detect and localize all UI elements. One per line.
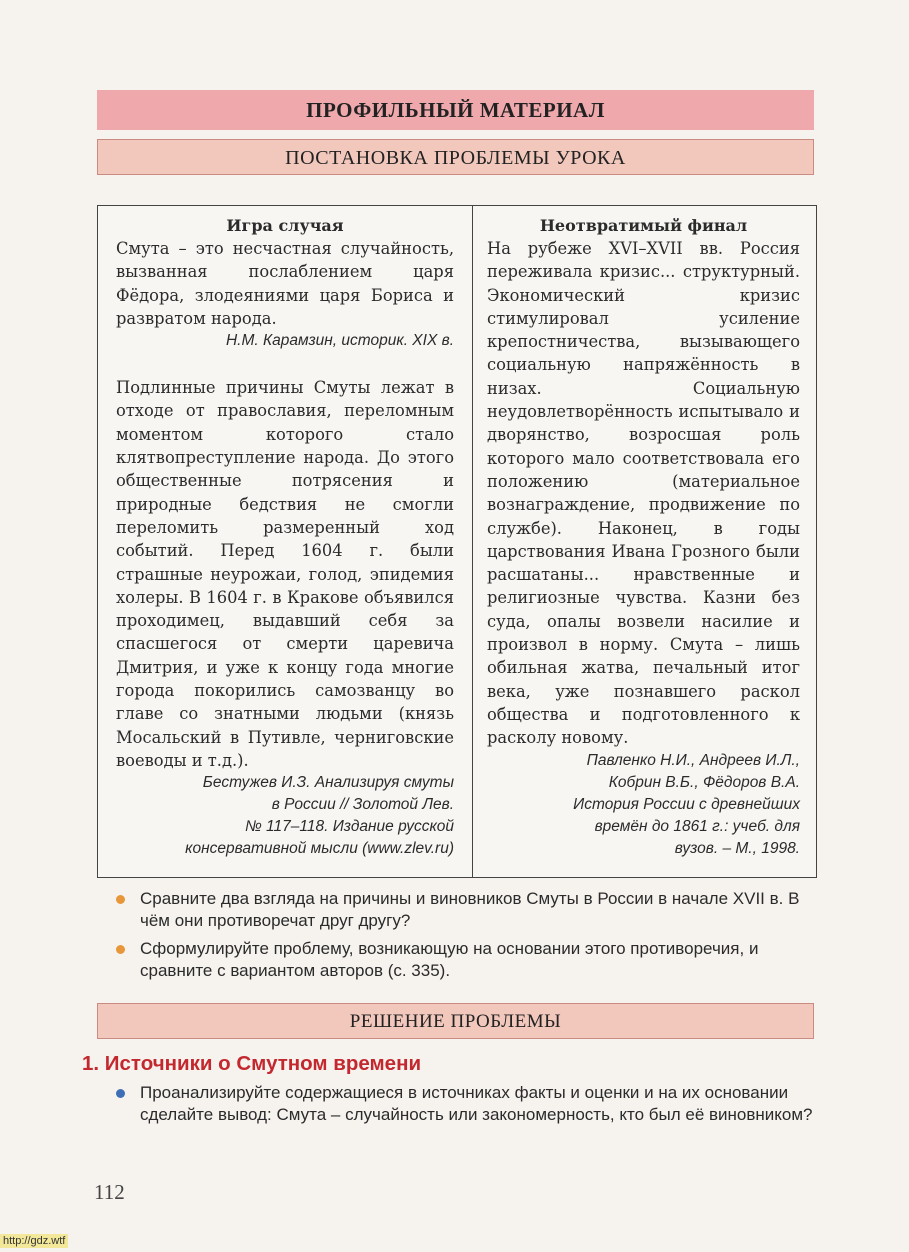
bestuzhev-quote: Подлинные причины Смуты лежат в отходе от православия, переломным моментом которого стало клятвопреступление народа. До этого общественные потрясения и природные бедствия не смогли переломить размеренный ход событий. Перед 1604 г. были страшные неурожаи, голод, эпидемия холеры. В 1604 г. в Кракове объявился проходимец, выдавший себя за спасшегося от смерти царевича Дмитрия, и уже к концу года многие города покорились самозванцу во главе со знатными людьми (князь Мосальский в Путивле, черниговские воеводы и т.д.).: [116, 378, 454, 770]
problem-solving-band: РЕШЕНИЕ ПРОБЛЕМЫ: [97, 1003, 814, 1039]
orange-bullet-icon: [116, 895, 125, 904]
bestuzhev-citation-4: консервативной мысли (www.zlev.ru): [185, 840, 454, 858]
pavlenko-citation-4: времён до 1861 г.: учеб. для: [594, 817, 800, 835]
right-column: [473, 206, 816, 877]
question-item: [112, 888, 817, 932]
problem-statement-band: ПОСТАНОВКА ПРОБЛЕМЫ УРОКА: [97, 139, 814, 175]
bestuzhev-citation-2: в России // Золотой Лев.: [271, 796, 454, 814]
question-text: Сформулируйте проблему, возникающую на основании этого противоречия, и сравните с вариантом авторов (с. 335).: [140, 939, 759, 980]
watermark-link[interactable]: http://gdz.wtf: [0, 1234, 68, 1248]
sources-table: [97, 205, 817, 878]
task-text: Проанализируйте содержащиеся в источниках факты и оценки и на их основании сделайте вывод: Смута – случайность или закономерность, кто был её виновником?: [140, 1083, 813, 1124]
task-item: [112, 1082, 817, 1132]
pavlenko-quote: На рубеже XVI–XVII вв. Россия переживала кризис... структурный. Экономический кризис стимулировал усиление крепостничества, вызывающего социальную напряжённость в низах. Социальную неудовлетворённость испытывало и дворянство, возросшая роль которого мало соответствовала его положению (материальное вознаграждение, продвижение по службе). Наконец, в годы царствования Ивана Грозного были расшатаны... нравственные и религиозные чувства. Казни без суда, опалы возвели насилие и произвол в норму. Смута – лишь обильная жатва, печальный итог века, уже познавшего раскол общества и подготовленного к расколу новому.: [487, 239, 800, 748]
blue-bullet-icon: [116, 1089, 125, 1098]
orange-bullet-icon: [116, 945, 125, 954]
pavlenko-citation-3: История России с древнейших: [573, 795, 800, 813]
pavlenko-citation-1: Павленко Н.И., Андреев И.Л.,: [586, 751, 800, 769]
pavlenko-citation-5: вузов. – М., 1998.: [674, 839, 800, 857]
page-number: 112: [94, 1180, 125, 1204]
bestuzhev-citation-1: Бестужев И.З. Анализируя смуты: [202, 774, 454, 792]
profile-material-band: ПРОФИЛЬНЫЙ МАТЕРИАЛ: [97, 90, 814, 130]
question-text: Сравните два взгляда на причины и виновников Смуты в России в начале XVII в. В чём они противоречат друг другу?: [140, 889, 800, 930]
left-column: [98, 206, 473, 877]
section-heading: 1. Источники о Смутном времени: [82, 1052, 422, 1075]
right-column-title: Неотвратимый финал: [539, 216, 748, 235]
karamzin-citation: Н.М. Карамзин, историк. XIX в.: [225, 332, 454, 350]
left-column-title: Игра случая: [226, 216, 344, 235]
question-item: [112, 938, 817, 982]
question-list: [112, 888, 817, 988]
bestuzhev-citation-3: № 117–118. Издание русской: [244, 818, 454, 836]
karamzin-quote: Смута – это несчастная случайность, вызванная послаблением царя Фёдора, злодеяниями царя Бориса и развратом народа.: [116, 239, 454, 328]
pavlenko-citation-2: Кобрин В.Б., Фёдоров В.А.: [608, 773, 800, 791]
